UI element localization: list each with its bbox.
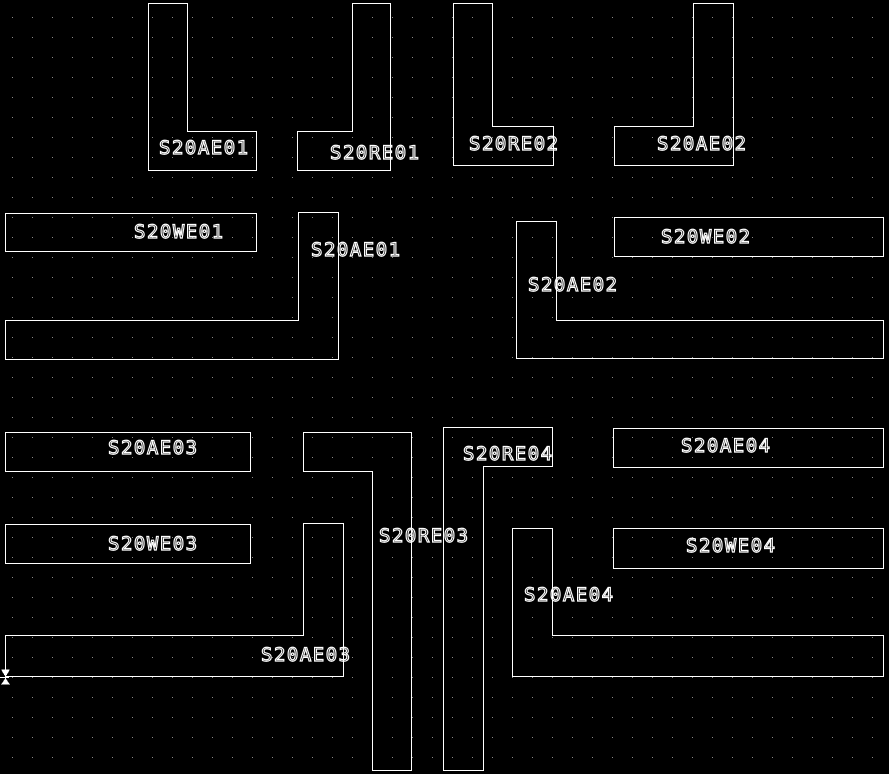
label-s20we01: S20WE01 (134, 221, 225, 243)
label-s20ae02-top: S20AE02 (657, 133, 748, 155)
label-s20re03: S20RE03 (379, 525, 470, 547)
label-s20ae01-mid: S20AE01 (311, 239, 402, 261)
label-s20we04: S20WE04 (686, 535, 777, 557)
label-s20ae01-top: S20AE01 (159, 137, 250, 159)
label-s20we02: S20WE02 (661, 226, 752, 248)
label-s20re02-top: S20RE02 (469, 133, 560, 155)
label-s20re01-top: S20RE01 (330, 142, 421, 164)
label-s20ae02-mid: S20AE02 (528, 274, 619, 296)
label-s20re04: S20RE04 (463, 443, 554, 465)
label-s20we03: S20WE03 (108, 533, 199, 555)
label-s20ae04-bar: S20AE04 (681, 435, 772, 457)
label-s20ae03-bar: S20AE03 (108, 437, 199, 459)
label-s20ae03-l: S20AE03 (261, 644, 352, 666)
label-s20ae04-l: S20AE04 (524, 584, 615, 606)
